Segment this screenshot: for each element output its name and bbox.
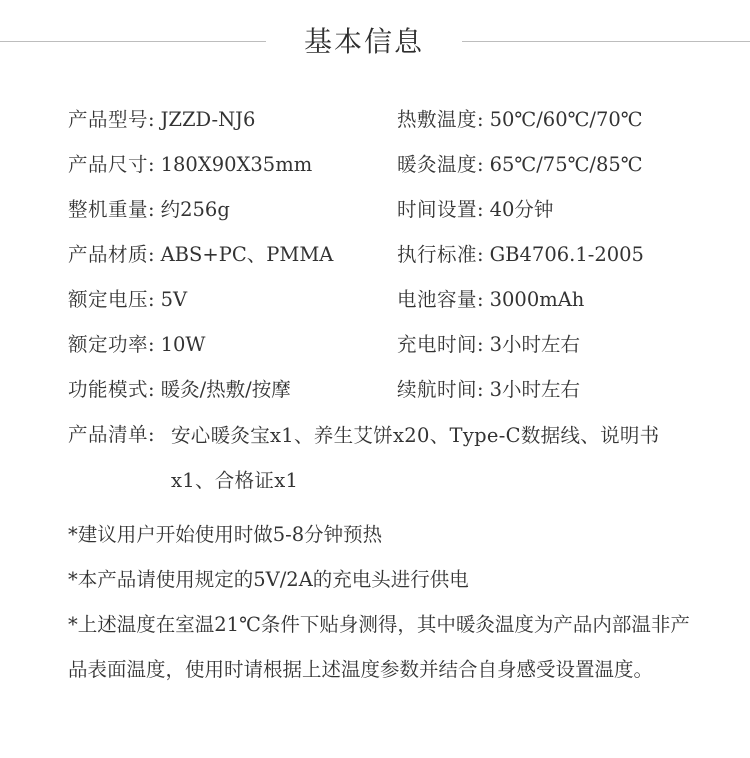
spec-cell-left bbox=[68, 105, 255, 135]
spec-value: 5V bbox=[160, 288, 188, 311]
spec-label: 时间设置 bbox=[397, 198, 478, 221]
spec-separator: : bbox=[477, 243, 484, 266]
spec-row bbox=[68, 150, 728, 180]
spec-value: 50℃/60℃/70℃ bbox=[489, 108, 643, 131]
note-charger: *本产品请使用规定的5V/2A的充电头进行供电 bbox=[68, 568, 469, 591]
spec-label: 电池容量 bbox=[397, 288, 478, 311]
spec-row bbox=[68, 375, 728, 405]
spec-cell-right bbox=[397, 105, 643, 135]
spec-row bbox=[68, 285, 728, 315]
spec-label: 整机重量 bbox=[68, 198, 149, 221]
spec-label: 额定电压 bbox=[68, 288, 149, 311]
spec-value: ABS+PC、PMMA bbox=[160, 243, 334, 266]
note-preheat: *建议用户开始使用时做5-8分钟预热 bbox=[68, 523, 383, 546]
spec-separator: : bbox=[148, 288, 155, 311]
spec-cell-left bbox=[68, 195, 230, 225]
spec-cell-left bbox=[68, 150, 312, 180]
spec-separator: : bbox=[148, 378, 155, 401]
spec-separator: : bbox=[477, 288, 484, 311]
spec-label: 热敷温度 bbox=[397, 108, 478, 131]
spec-value: 暖灸/热敷/按摩 bbox=[160, 378, 291, 401]
spec-label: 功能模式 bbox=[68, 378, 149, 401]
spec-label: 续航时间 bbox=[397, 378, 478, 401]
spec-cell-left bbox=[68, 285, 187, 315]
spec-value: 10W bbox=[160, 333, 206, 356]
package-list-value: 安心暖灸宝x1、养生艾饼x20、Type-C数据线、说明书x1、合格证x1 bbox=[171, 424, 660, 492]
section-title: 基本信息 bbox=[303, 25, 424, 58]
spec-separator: : bbox=[148, 198, 155, 221]
note-temperature: *上述温度在室温21℃条件下贴身测得，其中暖灸温度为产品内部温非产品表面温度，使用时请根据上述温度参数并结合自身感受设置温度。 bbox=[68, 613, 690, 681]
spec-cell-right bbox=[397, 330, 580, 360]
spec-label: 产品尺寸 bbox=[68, 153, 149, 176]
spec-cell-right bbox=[397, 150, 643, 180]
spec-separator: : bbox=[148, 243, 155, 266]
spec-label: 产品型号 bbox=[68, 108, 149, 131]
spec-separator: : bbox=[148, 153, 155, 176]
spec-row bbox=[68, 105, 728, 135]
spec-label: 额定功率 bbox=[68, 333, 149, 356]
spec-cell-left bbox=[68, 240, 333, 270]
spec-separator: : bbox=[477, 108, 484, 131]
spec-cell-right bbox=[397, 375, 580, 405]
spec-label: 产品材质 bbox=[68, 243, 149, 266]
spec-separator: : bbox=[477, 198, 484, 221]
spec-separator: : bbox=[477, 333, 484, 356]
spec-label: 充电时间 bbox=[397, 333, 478, 356]
spec-cell-right bbox=[397, 195, 553, 225]
spec-separator: : bbox=[148, 423, 155, 446]
spec-value: 3000mAh bbox=[489, 288, 585, 311]
spec-value: JZZD-NJ6 bbox=[160, 108, 256, 131]
spec-cell-left bbox=[68, 375, 291, 405]
spec-label: 暖灸温度 bbox=[397, 153, 478, 176]
package-list-label-wrap bbox=[68, 420, 155, 450]
spec-separator: : bbox=[148, 108, 155, 131]
spec-cell-right bbox=[397, 285, 584, 315]
spec-separator: : bbox=[477, 153, 484, 176]
spec-row bbox=[68, 240, 728, 270]
spec-value: 65℃/75℃/85℃ bbox=[489, 153, 643, 176]
spec-cell-right bbox=[397, 240, 644, 270]
spec-row bbox=[68, 195, 728, 225]
spec-row bbox=[68, 330, 728, 360]
spec-cell-left bbox=[68, 330, 205, 360]
spec-value: 约256g bbox=[160, 198, 230, 221]
spec-separator: : bbox=[477, 378, 484, 401]
spec-value: 180X90X35mm bbox=[160, 153, 313, 176]
title-rule-right bbox=[462, 41, 750, 42]
package-list-label: 产品清单 bbox=[68, 423, 149, 446]
spec-value: 3小时左右 bbox=[489, 333, 581, 356]
spec-label: 执行标准 bbox=[397, 243, 478, 266]
spec-value: 3小时左右 bbox=[489, 378, 581, 401]
title-rule-left bbox=[0, 41, 266, 42]
spec-value: GB4706.1-2005 bbox=[489, 243, 644, 266]
spec-separator: : bbox=[148, 333, 155, 356]
notes-section bbox=[68, 512, 698, 692]
spec-value: 40分钟 bbox=[489, 198, 554, 221]
